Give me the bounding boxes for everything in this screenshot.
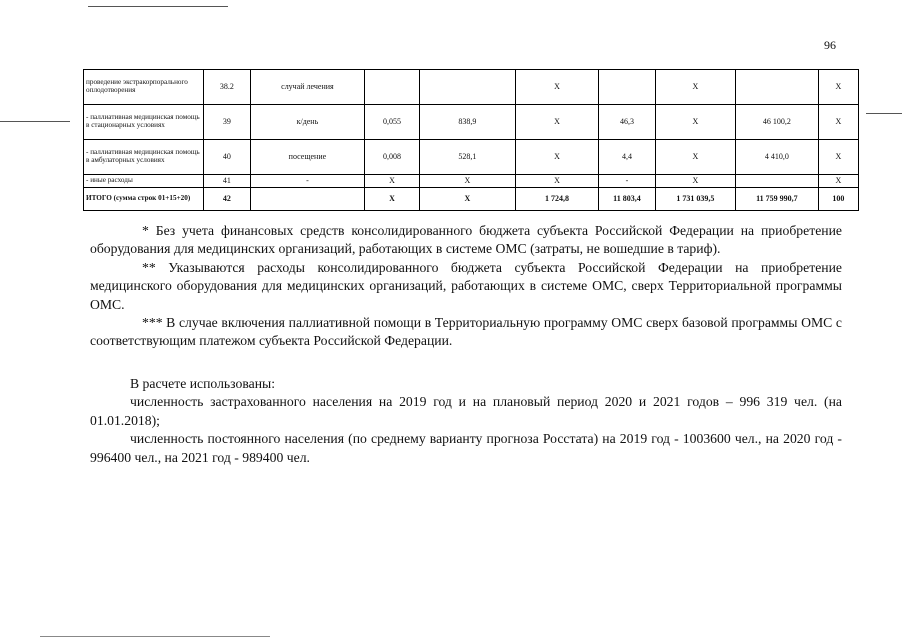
- table-row: [84, 140, 859, 175]
- table-cell: 46 100,2: [736, 105, 819, 140]
- table-cell: 0,008: [364, 140, 419, 175]
- scan-artifact-right: [866, 113, 902, 114]
- table-cell: Х: [420, 175, 516, 188]
- table-cell: -: [251, 175, 365, 188]
- table-cell: [251, 188, 365, 211]
- table-cell: - паллиативная медицинская помощь в стационарных условиях: [84, 105, 204, 140]
- table-cell: 838,9: [420, 105, 516, 140]
- table-cell: 0,055: [364, 105, 419, 140]
- scan-artifact-left: [0, 121, 70, 122]
- footnotes: [90, 222, 842, 351]
- table-cell: 38.2: [203, 70, 250, 105]
- table-cell: Х: [655, 175, 736, 188]
- calculation-notes: [90, 375, 842, 467]
- table-cell: 41: [203, 175, 250, 188]
- table-cell: - иные расходы: [84, 175, 204, 188]
- table-cell: [420, 70, 516, 105]
- table-cell: -: [599, 175, 655, 188]
- table-cell: проведение экстракорпорального оплодотворения: [84, 70, 204, 105]
- footnote-3: *** В случае включения паллиативной помощи в Территориальную программу ОМС сверх базовой программы ОМС с соответствующим платежом субъекта Российской Федерации.: [90, 315, 842, 349]
- table-cell: ИТОГО (сумма строк 01+15+20): [84, 188, 204, 211]
- page-number: 96: [824, 38, 836, 52]
- table-cell: 528,1: [420, 140, 516, 175]
- table-cell: 4,4: [599, 140, 655, 175]
- table-cell: посещение: [251, 140, 365, 175]
- table-cell: Х: [364, 188, 419, 211]
- scan-artifact-top: [88, 6, 228, 7]
- table-cell: Х: [818, 175, 858, 188]
- table-cell: Х: [420, 188, 516, 211]
- table-cell: случай лечения: [251, 70, 365, 105]
- table-cell: Х: [515, 105, 599, 140]
- table-cell: Х: [515, 70, 599, 105]
- table-cell: Х: [655, 70, 736, 105]
- table-row: [84, 70, 859, 105]
- table-cell: [736, 175, 819, 188]
- table-cell: 11 803,4: [599, 188, 655, 211]
- table-cell: 42: [203, 188, 250, 211]
- table-cell: 4 410,0: [736, 140, 819, 175]
- scan-artifact-bottom: [40, 636, 270, 637]
- table-cell: 1 724,8: [515, 188, 599, 211]
- table-cell: 1 731 039,5: [655, 188, 736, 211]
- table-cell: 46,3: [599, 105, 655, 140]
- table-cell: [736, 70, 819, 105]
- footnote-1: * Без учета финансовых средств консолидированного бюджета субъекта Российской Федерации на приобретение оборудования для медицинских организаций, работающих в системе ОМС (затраты, не вошедшие в тариф).: [90, 223, 842, 257]
- table-cell: - паллиативная медицинская помощь в амбулаторных условиях: [84, 140, 204, 175]
- table-cell: Х: [818, 105, 858, 140]
- table-cell: 100: [818, 188, 858, 211]
- calculation-line: численность постоянного населения (по среднему варианту прогноза Росстата) на 2019 год - 1003600 чел., на 2020 год - 996400 чел., на 2021 год - 989400 чел.: [90, 431, 842, 465]
- table-cell: 40: [203, 140, 250, 175]
- calculation-line: численность застрахованного населения на 2019 год и на плановый период 2020 и 2021 годов – 996 319 чел. (на 01.01.2018);: [90, 394, 842, 428]
- table-cell: Х: [655, 105, 736, 140]
- table-cell: 11 759 990,7: [736, 188, 819, 211]
- table-row: [84, 105, 859, 140]
- table-cell: Х: [655, 140, 736, 175]
- table-cell: [599, 70, 655, 105]
- table-cell: Х: [364, 175, 419, 188]
- table-cell: [364, 70, 419, 105]
- table-cell: 39: [203, 105, 250, 140]
- table-cell: Х: [818, 70, 858, 105]
- table-cell: к/день: [251, 105, 365, 140]
- table-row-total: [84, 188, 859, 211]
- calculation-heading: В расчете использованы:: [130, 376, 276, 391]
- table-cell: Х: [818, 140, 858, 175]
- table-cell: Х: [515, 140, 599, 175]
- data-table: [83, 69, 859, 211]
- table-row: [84, 175, 859, 188]
- footnote-2: ** Указываются расходы консолидированного бюджета субъекта Российской Федерации на приобретение медицинского оборудования для медицинских организаций, работающих в системе ОМС, сверх Территориальной программы ОМС.: [90, 259, 842, 312]
- table-cell: Х: [515, 175, 599, 188]
